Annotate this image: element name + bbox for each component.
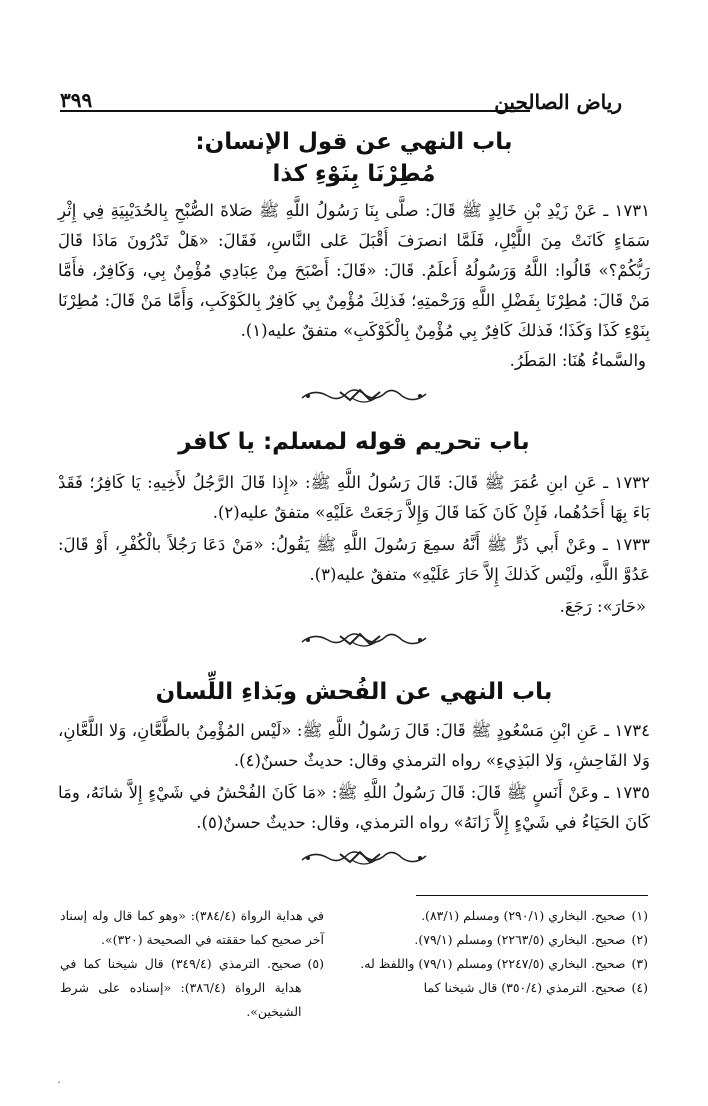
footnote-number: (٣) <box>631 956 648 971</box>
footnote-text: صحيح. البخاري (٢٢٤٧/٥) ومسلم (٧٩/١) واللفظ له. <box>360 956 626 971</box>
hadith-1732: ١٧٣٢ ـ عَنِ ابنِ عُمَرَ ﷺ قَالَ: قَالَ رَسُولُ اللَّهِ ﷺ: «إِذا قَالَ الرَّجُلُ لأَخِيهِ: يَا كَافِرُ؛ فَقَدْ بَاءَ بِهَا أَحَدُهُما، فَإِنْ كَانَ كَمَا قَالَ وَإِلاَّ رَجَعَتْ عَلَيْهِ» متفقٌ عليه(٢). <box>58 473 650 522</box>
footnotes-left-column <box>60 904 324 1024</box>
footnote-4-continued <box>60 904 324 952</box>
running-header-title: رياض الصالحين <box>494 90 622 114</box>
footnote-2 <box>356 928 648 952</box>
footnote-text: صحيح. الترمذي (٣٤٩/٤) قال شيخنا كما في هداية الرواة (٣٨٦/٤): «إسناده على شرط الشيخين». <box>60 956 302 1019</box>
section-3-heading: باب النهي عن الفُحش وبَذاءِ اللِّسان <box>155 679 553 705</box>
footnote-text: صحيح. البخاري (٢٩٠/١) ومسلم (٨٣/١). <box>421 908 626 923</box>
note-hara: «حَارَ»: رَجَعَ. <box>559 597 646 616</box>
page-number: ٣٩٩ <box>60 88 93 112</box>
footnote-3 <box>356 952 648 976</box>
footnote-5 <box>60 952 324 1024</box>
header-rule <box>60 110 530 112</box>
footnote-number: (٢) <box>631 932 648 947</box>
hadith-1735: ١٧٣٥ ـ وعَنْ أَنَسٍ ﷺ قَالَ: قَالَ رَسُولُ اللَّهِ ﷺ: «مَا كَانَ الفُحْشُ في شَيْءٍ إِلاَّ شانَهُ، ومَا كَانَ الحَيَاءُ في شَيْءٍ إِلاَّ زَانَهُ» رواه الترمذي، وقال: حديثٌ حسنٌ(٥). <box>58 783 650 832</box>
divider-ornament <box>294 380 434 410</box>
note-sama: والسَّماءُ هُنَا: المَطَرُ. <box>509 351 646 370</box>
footnotes-right-column <box>356 904 648 1000</box>
section-1-heading-line-1: باب النهي عن قول الإنسان: <box>195 129 513 155</box>
page-mark: ′ <box>58 1081 61 1092</box>
hadith-1731: ١٧٣١ ـ عَنْ زَيْدِ بْنِ خَالِدٍ ﷺ قَالَ: صلَّى بِنَا رَسُولُ اللَّهِ ﷺ صَلاةَ الصُّبْحِ بِالحُدَيْبِيَةِ فِي إِثْرِ سَمَاءٍ كَانَتْ مِنَ اللَّيْلِ، فَلَمَّا انصرَفَ أَقْبَلَ عَلى النَّاسِ، فَقَالَ: «هَلْ تَدْرُونَ مَاذَا قَالَ رَبُّكُمْ؟» قَالُوا: اللَّهُ وَرَسُولُهُ أَعلَمُ. قَالَ: «قَالَ: أَصْبَحَ مِنْ عِبَادِي مُؤْمِنٌ بِي، وَكَافِرٌ، فأَمَّا مَنْ قَالَ: مُطِرْنَا بِفَضْلِ اللَّهِ وَرَحْمتِهِ؛ فَذلِكَ مُؤْمِنٌ بِي كَافِرٌ بِالكَوْكَبِ، وَأَمَّا مَنْ قَالَ: مُطِرْنَا بِنَوْءِ كَذَا وَكَذَا؛ فَذلكَ كَافِرٌ بِي مُؤْمِنٌ بِالْكَوْكَبِ» متفقٌ عليه(١). <box>58 201 650 340</box>
hadith-1734: ١٧٣٤ ـ عَنِ ابْنِ مَسْعُودٍ ﷺ قَالَ: قَالَ رَسُولُ اللَّهِ ﷺ: «لَيْس المُؤْمِنُ بالطَّعَّانِ، وَلا اللَّعَّانِ، وَلا الفَاحِشِ، وَلا البَذِيءِ» رواه الترمذي وقال: حديثٌ حسنٌ(٤). <box>58 721 650 770</box>
footnote-text: صحيح. الترمذي (٣٥٠/٤) قال شيخنا كما <box>423 980 626 995</box>
hadith-1733: ١٧٣٣ ـ وعَنْ أَبي ذَرٍّ ﷺ أَنَّهُ سمِعَ رَسُولَ اللَّهِ ﷺ يَقُولُ: «مَنْ دَعَا رَجُلاً بالْكُفْرِ، أَوْ قَالَ: عَدُوَّ اللَّهِ، ولَيْس كَذلكَ إِلاَّ حَارَ عَلَيْهِ» متفقٌ عليه(٣). <box>58 535 650 584</box>
footnote-number: (١) <box>631 908 648 923</box>
footnote-4 <box>356 976 648 1000</box>
footnote-text: في هداية الرواة (٣٨٤/٤): «وهو كما قال وله إسناد آخر صحيح كما حققته في الصحيحة (٣٢٠)». <box>60 908 324 947</box>
section-1-heading-line-2: مُطِرْنَا بِنَوْءِ كذا <box>272 161 436 187</box>
divider-ornament <box>294 624 434 654</box>
section-2-heading: باب تحريم قوله لمسلم: يا كافر <box>178 429 530 455</box>
footnote-rule <box>416 895 648 896</box>
footnote-number: (٥) <box>307 956 324 971</box>
footnote-text: صحيح. البخاري (٢٢٦٣/٥) ومسلم (٧٩/١). <box>414 932 626 947</box>
divider-ornament <box>294 842 434 872</box>
footnote-1 <box>356 904 648 928</box>
footnote-number: (٤) <box>631 980 648 995</box>
